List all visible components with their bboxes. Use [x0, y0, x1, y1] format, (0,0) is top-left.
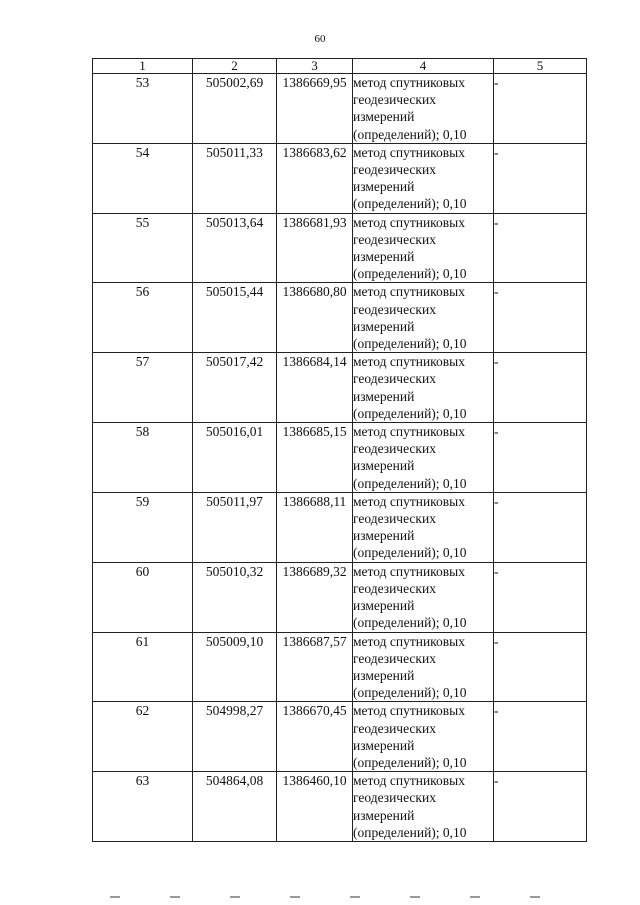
- note-cell: -: [494, 562, 587, 632]
- table-row: [93, 213, 587, 283]
- y-coordinate-cell: 1386683,62: [277, 143, 353, 213]
- note-cell: -: [494, 702, 587, 772]
- y-coordinate-cell: 1386689,32: [277, 562, 353, 632]
- footer-scan-marks: [110, 896, 540, 900]
- table-row: [93, 702, 587, 772]
- note-cell: -: [494, 283, 587, 353]
- table-row: [93, 283, 587, 353]
- y-coordinate-cell: 1386684,14: [277, 353, 353, 423]
- coordinates-table: [92, 58, 587, 842]
- table-row: [93, 74, 587, 144]
- column-header: 3: [277, 59, 353, 74]
- note-cell: -: [494, 143, 587, 213]
- y-coordinate-cell: 1386685,15: [277, 423, 353, 493]
- point-number-cell: 55: [93, 213, 193, 283]
- x-coordinate-cell: 505002,69: [193, 74, 277, 144]
- x-coordinate-cell: 505010,32: [193, 562, 277, 632]
- point-number-cell: 59: [93, 492, 193, 562]
- x-coordinate-cell: 505011,97: [193, 492, 277, 562]
- method-accuracy-cell: метод спутниковых геодезических измерений (определений); 0,10: [353, 562, 494, 632]
- column-header: 2: [193, 59, 277, 74]
- x-coordinate-cell: 505016,01: [193, 423, 277, 493]
- x-coordinate-cell: 505015,44: [193, 283, 277, 353]
- y-coordinate-cell: 1386680,80: [277, 283, 353, 353]
- y-coordinate-cell: 1386687,57: [277, 632, 353, 702]
- method-accuracy-cell: метод спутниковых геодезических измерений (определений); 0,10: [353, 632, 494, 702]
- table-row: [93, 632, 587, 702]
- y-coordinate-cell: 1386681,93: [277, 213, 353, 283]
- column-header: 1: [93, 59, 193, 74]
- table-row: [93, 562, 587, 632]
- point-number-cell: 57: [93, 353, 193, 423]
- point-number-cell: 56: [93, 283, 193, 353]
- y-coordinate-cell: 1386669,95: [277, 74, 353, 144]
- column-header: 5: [494, 59, 587, 74]
- point-number-cell: 58: [93, 423, 193, 493]
- x-coordinate-cell: 505009,10: [193, 632, 277, 702]
- method-accuracy-cell: метод спутниковых геодезических измерений (определений); 0,10: [353, 492, 494, 562]
- method-accuracy-cell: метод спутниковых геодезических измерений (определений); 0,10: [353, 283, 494, 353]
- table-row: [93, 143, 587, 213]
- x-coordinate-cell: 504864,08: [193, 772, 277, 842]
- note-cell: -: [494, 74, 587, 144]
- table-row: [93, 423, 587, 493]
- note-cell: -: [494, 772, 587, 842]
- note-cell: -: [494, 632, 587, 702]
- method-accuracy-cell: метод спутниковых геодезических измерений (определений); 0,10: [353, 74, 494, 144]
- y-coordinate-cell: 1386670,45: [277, 702, 353, 772]
- column-header: 4: [353, 59, 494, 74]
- point-number-cell: 53: [93, 74, 193, 144]
- point-number-cell: 62: [93, 702, 193, 772]
- table-row: [93, 353, 587, 423]
- page-number: 60: [314, 33, 326, 45]
- point-number-cell: 61: [93, 632, 193, 702]
- method-accuracy-cell: метод спутниковых геодезических измерений (определений); 0,10: [353, 772, 494, 842]
- table-row: [93, 772, 587, 842]
- y-coordinate-cell: 1386688,11: [277, 492, 353, 562]
- x-coordinate-cell: 505013,64: [193, 213, 277, 283]
- note-cell: -: [494, 353, 587, 423]
- note-cell: -: [494, 213, 587, 283]
- y-coordinate-cell: 1386460,10: [277, 772, 353, 842]
- x-coordinate-cell: 505011,33: [193, 143, 277, 213]
- note-cell: -: [494, 423, 587, 493]
- method-accuracy-cell: метод спутниковых геодезических измерений (определений); 0,10: [353, 143, 494, 213]
- point-number-cell: 54: [93, 143, 193, 213]
- table-row: [93, 492, 587, 562]
- method-accuracy-cell: метод спутниковых геодезических измерений (определений); 0,10: [353, 702, 494, 772]
- table-header-row: [93, 59, 587, 74]
- x-coordinate-cell: 505017,42: [193, 353, 277, 423]
- point-number-cell: 60: [93, 562, 193, 632]
- x-coordinate-cell: 504998,27: [193, 702, 277, 772]
- note-cell: -: [494, 492, 587, 562]
- method-accuracy-cell: метод спутниковых геодезических измерений (определений); 0,10: [353, 353, 494, 423]
- point-number-cell: 63: [93, 772, 193, 842]
- method-accuracy-cell: метод спутниковых геодезических измерений (определений); 0,10: [353, 213, 494, 283]
- method-accuracy-cell: метод спутниковых геодезических измерений (определений); 0,10: [353, 423, 494, 493]
